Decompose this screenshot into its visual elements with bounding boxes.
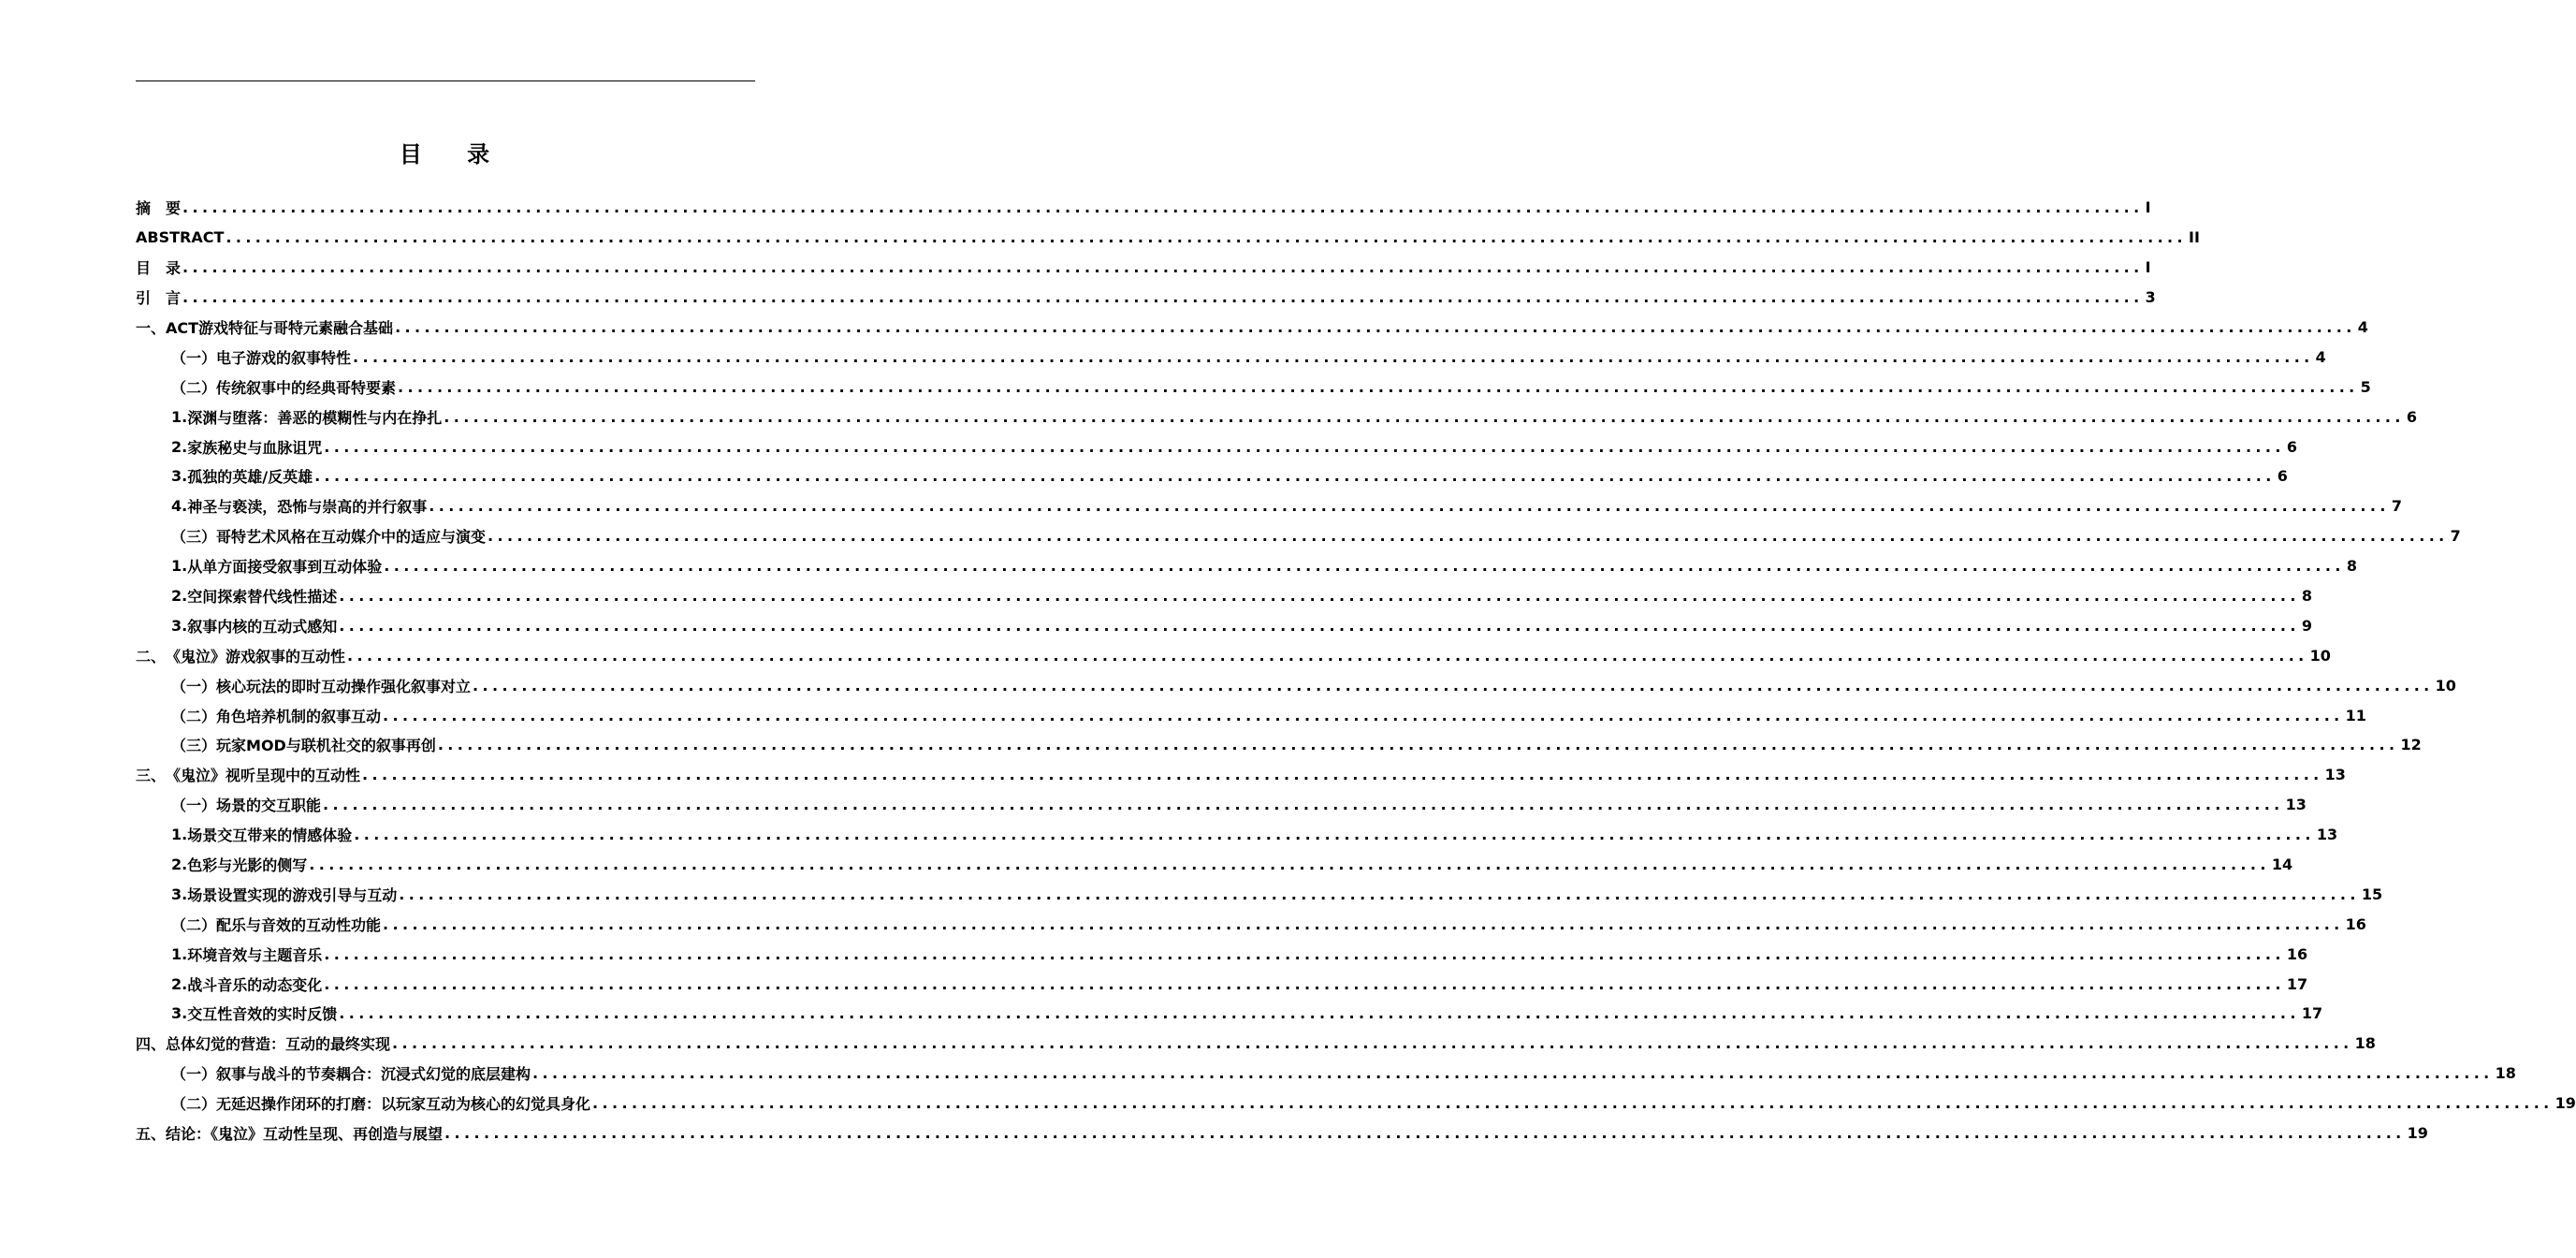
toc-entry[interactable] — [136, 790, 2307, 820]
toc-entry[interactable] — [136, 1029, 2376, 1059]
toc-entry-page: 15 — [2361, 885, 2383, 903]
toc-entry-number: （二） — [171, 707, 217, 725]
toc-dot-leader: ........................................................................................................................................................................................................ — [488, 527, 2449, 546]
toc-entry-page: 6 — [2406, 407, 2417, 426]
toc-entry-title: 环境音效与主题音乐 — [187, 945, 323, 964]
toc-entry[interactable] — [136, 820, 2338, 850]
toc-entry-title: 叙事与战斗的节奏耦合：沉浸式幻觉的底层建构 — [216, 1065, 531, 1084]
toc-entry-title: 从单方面接受叙事到互动体验 — [187, 558, 383, 577]
toc-entry-title: 场景设置实现的游戏引导与互动 — [187, 885, 398, 904]
toc-entry[interactable] — [136, 193, 2151, 223]
toc-entry-number: （二） — [171, 378, 217, 397]
toc-entry-page: 13 — [2316, 826, 2338, 844]
toc-entry-number: （三） — [171, 528, 217, 547]
toc-entry-number: （一） — [171, 797, 217, 815]
toc-entry-title: 场景的交互职能 — [216, 797, 322, 815]
toc-dot-leader: ........................................................................................................................................................................................................ — [314, 467, 2276, 486]
toc-entry-page: 3 — [2145, 288, 2156, 307]
toc-entry-title: 核心玩法的即时互动操作强化叙事对立 — [216, 677, 472, 695]
toc-entry[interactable] — [136, 253, 2151, 283]
toc-entry-page: 6 — [2277, 467, 2288, 486]
toc-dot-leader: ........................................................................................................................................................................................................ — [532, 1064, 2494, 1083]
toc-dot-leader: ........................................................................................................................................................................................................ — [339, 1004, 2300, 1023]
toc-entry-number: 五、 — [136, 1125, 167, 1144]
toc-dot-leader: ........................................................................................................................................................................................................ — [383, 914, 2344, 933]
toc-entry[interactable] — [136, 342, 2326, 372]
toc-entry-number: 2. — [171, 437, 188, 456]
toc-entry-number: 3. — [171, 616, 188, 635]
toc-entry[interactable] — [136, 313, 2368, 343]
toc-entry-title: 深渊与堕落：善恶的模糊性与内在挣扎 — [187, 408, 443, 427]
toc-entry-page: 19 — [2554, 1094, 2576, 1113]
toc-entry-title: 孤独的英雄/反英雄 — [187, 468, 313, 487]
toc-entry[interactable] — [136, 610, 2312, 640]
toc-entry-title: 总体幻觉的营造：互动的最终实现 — [166, 1035, 391, 1054]
toc-entry-page: 4 — [2315, 347, 2326, 366]
toc-entry-number: （二） — [171, 1095, 217, 1114]
toc-entry-number: 二、 — [136, 647, 167, 666]
toc-dot-leader: ........................................................................................................................................................................................................ — [384, 557, 2345, 576]
toc-entry-title: 《鬼泣》游戏叙事的互动性 — [166, 647, 346, 666]
header-rule — [136, 80, 755, 81]
toc-entry-title: 色彩与光影的侧写 — [187, 856, 308, 875]
toc-entry-page: 10 — [2309, 646, 2331, 665]
toc-dot-leader: ........................................................................................................................................................................................................ — [226, 228, 2187, 247]
toc-entry-page: 9 — [2301, 616, 2312, 635]
toc-entry-title: 玩家MOD与联机社交的叙事再创 — [216, 737, 436, 755]
toc-entry-title: 传统叙事中的经典哥特要素 — [216, 378, 397, 397]
toc-entry[interactable] — [136, 999, 2323, 1029]
toc-entry-title: 引 言 — [136, 289, 182, 308]
page-title: 目 录 — [399, 141, 509, 168]
toc-dot-leader: ........................................................................................................................................................................................................ — [324, 974, 2285, 993]
toc-entry-number: （二） — [171, 915, 217, 934]
toc-dot-leader: ........................................................................................................................................................................................................ — [339, 616, 2300, 635]
toc-entry-page: 13 — [2285, 796, 2307, 814]
toc-dot-leader: ........................................................................................................................................................................................................ — [473, 676, 2434, 695]
toc-entry-number: （一） — [171, 348, 217, 367]
toc-entry[interactable] — [136, 760, 2346, 790]
toc-dot-leader: ........................................................................................................................................................................................................ — [444, 407, 2405, 426]
toc-entry-page: 11 — [2345, 706, 2366, 724]
toc-entry[interactable] — [136, 640, 2331, 670]
toc-dot-leader: ........................................................................................................................................................................................................ — [395, 318, 2356, 336]
toc-entry-number: 1. — [171, 557, 188, 576]
toc-entry[interactable] — [136, 491, 2402, 521]
toc-entry[interactable] — [136, 372, 2371, 402]
toc-entry-page: 6 — [2286, 437, 2297, 456]
toc-entry-title: 结论：《鬼泣》互动性呈现、再创造与展望 — [166, 1125, 444, 1144]
toc-entry-page: 8 — [2301, 587, 2312, 606]
toc-entry[interactable] — [136, 1089, 2576, 1119]
toc-entry-title: 神圣与亵渎，恐怖与崇高的并行叙事 — [187, 498, 428, 517]
toc-entry-page: I — [2145, 198, 2151, 217]
toc-entry-number: （三） — [171, 737, 217, 755]
toc-entry-title: 摘 要 — [136, 199, 182, 218]
toc-entry-number: 1. — [171, 407, 188, 426]
toc-entry-number: 2. — [171, 974, 188, 993]
toc-entry-page: 10 — [2435, 676, 2456, 695]
toc-entry-title: ACT游戏特征与哥特元素融合基础 — [166, 319, 394, 337]
toc-entry-title: 叙事内核的互动式感知 — [187, 617, 338, 636]
toc-entry-page: 17 — [2301, 1004, 2323, 1023]
toc-entry-page: II — [2189, 228, 2200, 247]
toc-entry-number: 1. — [171, 826, 188, 844]
toc-entry[interactable] — [136, 969, 2308, 999]
toc-entry[interactable] — [136, 850, 2293, 880]
toc-entry-page: 16 — [2345, 914, 2366, 933]
toc-entry-page: 17 — [2286, 974, 2308, 993]
toc-entry-page: 18 — [2354, 1034, 2376, 1053]
toc-entry-page: 13 — [2324, 766, 2346, 784]
toc-dot-leader: ........................................................................................................................................................................................................ — [592, 1094, 2554, 1113]
toc-dot-leader: ........................................................................................................................................................................................................ — [399, 885, 2360, 903]
toc-entry-number: 三、 — [136, 767, 167, 785]
toc-entry[interactable] — [136, 909, 2366, 939]
toc-dot-leader: ........................................................................................................................................................................................................ — [324, 944, 2285, 963]
toc-entry[interactable] — [136, 1119, 2428, 1148]
toc-dot-leader: ........................................................................................................................................................................................................ — [354, 826, 2315, 844]
toc-dot-leader: ........................................................................................................................................................................................................ — [323, 796, 2284, 814]
toc-dot-leader: ........................................................................................................................................................................................................ — [437, 736, 2399, 754]
toc-entry[interactable] — [136, 939, 2308, 969]
toc-entry[interactable] — [136, 402, 2417, 432]
toc-dot-leader: ........................................................................................................................................................................................................ — [324, 437, 2285, 456]
toc-dot-leader: ........................................................................................................................................................................................................ — [182, 288, 2144, 307]
toc-dot-leader: ........................................................................................................................................................................................................ — [429, 497, 2390, 516]
toc-entry-number: 2. — [171, 856, 188, 874]
toc-entry[interactable] — [136, 551, 2357, 581]
toc-entry-number: 一、 — [136, 319, 167, 337]
toc-entry-page: 19 — [2407, 1124, 2428, 1143]
toc-entry-page: 14 — [2271, 856, 2293, 874]
toc-dot-leader: ........................................................................................................................................................................................................ — [383, 706, 2344, 724]
toc-entry-number: 3. — [171, 467, 188, 486]
toc-dot-leader: ........................................................................................................................................................................................................ — [339, 587, 2300, 606]
toc-entry[interactable] — [136, 670, 2456, 700]
toc-entry[interactable] — [136, 879, 2383, 909]
toc-dot-leader: ........................................................................................................................................................................................................ — [392, 1034, 2353, 1053]
toc-entry-number: （一） — [171, 1065, 217, 1084]
toc-dot-leader: ........................................................................................................................................................................................................ — [444, 1124, 2406, 1143]
toc-entry-number: 2. — [171, 587, 188, 606]
toc-entry[interactable] — [136, 521, 2461, 551]
toc-entry-number: 1. — [171, 944, 188, 963]
toc-entry-title: 目 录 — [136, 259, 182, 278]
toc-entry-title: 交互性音效的实时反馈 — [187, 1005, 338, 1024]
toc-entry-page: 12 — [2400, 736, 2422, 754]
toc-dot-leader: ........................................................................................................................................................................................................ — [182, 198, 2144, 217]
toc-dot-leader: ........................................................................................................................................................................................................ — [362, 766, 2323, 784]
toc-entry-page: 7 — [2391, 497, 2402, 516]
toc-entry-title: 《鬼泣》视听呈现中的互动性 — [166, 767, 361, 785]
toc-entry-page: 5 — [2360, 377, 2371, 396]
toc-entry-number: （一） — [171, 677, 217, 695]
toc-entry-number: 四、 — [136, 1035, 167, 1054]
toc-entry[interactable] — [136, 1059, 2516, 1089]
toc-dot-leader: ........................................................................................................................................................................................................ — [347, 646, 2308, 665]
toc-entry[interactable] — [136, 730, 2422, 760]
toc-entry[interactable] — [136, 581, 2312, 611]
toc-entry-title: 空间探索替代线性描述 — [187, 588, 338, 607]
toc-entry-title: 角色培养机制的叙事互动 — [216, 707, 382, 725]
toc-entry[interactable] — [136, 283, 2156, 313]
toc-entry[interactable] — [136, 432, 2297, 461]
toc-entry-title: 配乐与音效的互动性功能 — [216, 915, 382, 934]
toc-dot-leader: ........................................................................................................................................................................................................ — [182, 258, 2144, 277]
toc-dot-leader: ........................................................................................................................................................................................................ — [398, 377, 2359, 396]
toc-entry[interactable] — [136, 461, 2288, 491]
toc-entry-title: 无延迟操作闭环的打磨：以玩家互动为核心的幻觉具身化 — [216, 1095, 591, 1114]
toc-entry-title: 电子游戏的叙事特性 — [216, 348, 352, 367]
toc-entry-page: 4 — [2357, 318, 2368, 336]
toc-entry-number: 3. — [171, 1004, 188, 1023]
table-of-contents — [136, 193, 2576, 1148]
toc-entry-page: I — [2145, 258, 2151, 277]
toc-entry-title: 场景交互带来的情感体验 — [187, 826, 353, 845]
toc-entry-number: 4. — [171, 497, 188, 516]
toc-entry-page: 7 — [2450, 527, 2461, 546]
toc-entry-page: 8 — [2346, 557, 2357, 576]
toc-entry[interactable] — [136, 223, 2200, 253]
toc-entry-number: 3. — [171, 885, 188, 903]
toc-entry-page: 18 — [2495, 1064, 2516, 1083]
toc-entry-title: 家族秘史与血脉诅咒 — [187, 438, 323, 457]
toc-entry-title: 战斗音乐的动态变化 — [187, 975, 323, 994]
toc-entry-page: 16 — [2286, 944, 2308, 963]
toc-entry-title: 哥特艺术风格在互动媒介中的适应与演变 — [216, 528, 487, 547]
toc-dot-leader: ........................................................................................................................................................................................................ — [309, 856, 2270, 874]
toc-entry[interactable] — [136, 700, 2366, 730]
toc-dot-leader: ........................................................................................................................................................................................................ — [353, 347, 2314, 366]
toc-entry-title: ABSTRACT — [136, 228, 225, 247]
